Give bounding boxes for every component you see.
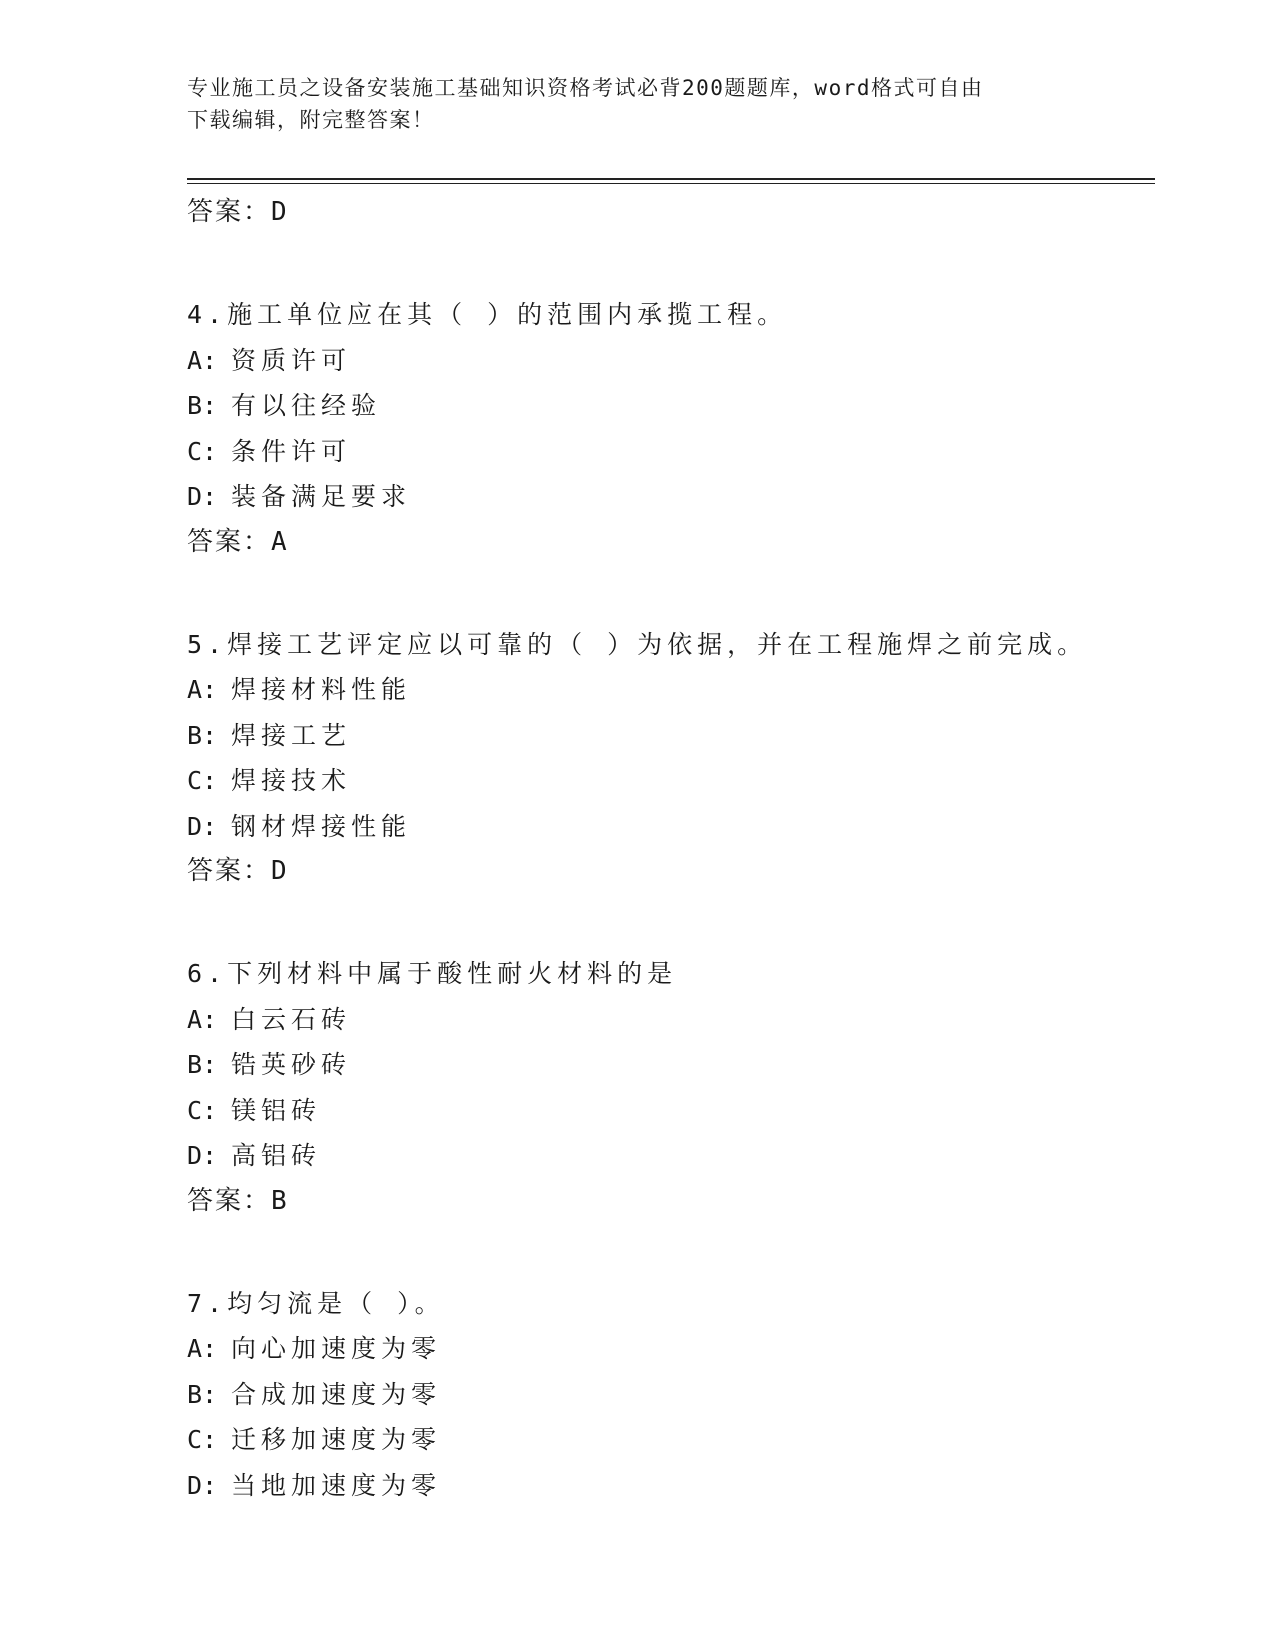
option-key: C: [187,1425,218,1454]
question-block [187,1281,1155,1509]
option-row [187,1042,1155,1088]
option-text: 焊接材料性能 [231,675,412,704]
option-text: 焊接工艺 [231,720,352,750]
question-stem: 5.焊接工艺评定应以可靠的（ ）为依据，并在工程施焊之前完成。 [187,629,1088,659]
option-text: 资质许可 [231,345,352,375]
question-block [187,292,1155,564]
answer-value: B [271,1185,289,1216]
question-block [187,951,1155,1223]
option-key: A: [187,1004,218,1034]
header-line-1: 专业施工员之设备安装施工基础知识资格考试必背200题题库，word格式可自由 [187,76,984,100]
option-key: A: [187,345,218,375]
answer-value: D [271,197,289,227]
option-text: 镁铝砖 [231,1095,322,1125]
option-text: 白云石砖 [231,1004,352,1034]
option-text: 条件许可 [231,436,352,466]
option-text: 焊接技术 [231,766,352,795]
option-row [187,804,1155,850]
option-row [187,997,1155,1043]
question-stem: 6.下列材料中属于酸性耐火材料的是 [187,959,678,988]
question-gap [187,564,1155,622]
option-row [187,1326,1155,1372]
option-row [187,1088,1155,1134]
option-row [187,383,1155,429]
option-text: 高铝砖 [231,1141,322,1170]
answer-label: 答案： [187,1185,272,1216]
option-text: 有以往经验 [231,391,382,420]
option-text: 当地加速度为零 [231,1470,442,1500]
document-page [187,0,1155,1650]
option-row [187,713,1155,759]
option-row [187,338,1155,384]
question-gap [187,893,1155,951]
answer-line [187,849,1155,893]
option-key: A: [187,1334,218,1363]
option-key: D: [187,1470,218,1500]
option-key: B: [187,1050,218,1079]
answer-value: D [271,856,289,886]
option-row [187,758,1155,804]
option-row [187,1417,1155,1463]
header-divider [187,178,1155,180]
answer-label: 答案： [187,526,272,557]
option-text: 钢材焊接性能 [231,811,412,841]
option-key: B: [187,1379,218,1409]
option-row [187,1133,1155,1179]
answer-label: 答案： [187,197,272,227]
option-row [187,429,1155,475]
answer-label: 答案： [187,856,272,886]
header-line-2: 下载编辑，附完整答案！ [187,108,435,132]
answer-line [187,520,1155,564]
option-key: D: [187,482,218,511]
answer-line [187,1179,1155,1223]
option-key: D: [187,1141,218,1170]
header-divider-thin [187,183,1155,184]
option-row [187,1463,1155,1509]
question-stem: 7.均匀流是（ ）。 [187,1288,445,1318]
option-text: 合成加速度为零 [231,1379,442,1409]
question-gap [187,1223,1155,1281]
option-text: 迁移加速度为零 [231,1425,442,1454]
option-row [187,667,1155,713]
question-list [187,190,1155,1508]
answer-value: A [271,526,289,557]
question-stem: 4.施工单位应在其（ ）的范围内承揽工程。 [187,300,788,329]
option-key: D: [187,811,218,841]
option-key: C: [187,436,218,466]
option-row [187,1372,1155,1418]
option-key: A: [187,675,218,704]
option-text: 向心加速度为零 [231,1334,442,1363]
document-header [187,72,1087,136]
option-key: C: [187,1095,218,1125]
option-key: C: [187,766,218,795]
option-row [187,474,1155,520]
question-block [187,622,1155,894]
option-text: 装备满足要求 [231,482,412,511]
option-key: B: [187,391,218,420]
answer-line [187,190,1155,234]
question-gap [187,234,1155,292]
option-text: 锆英砂砖 [231,1050,352,1079]
option-key: B: [187,720,218,750]
